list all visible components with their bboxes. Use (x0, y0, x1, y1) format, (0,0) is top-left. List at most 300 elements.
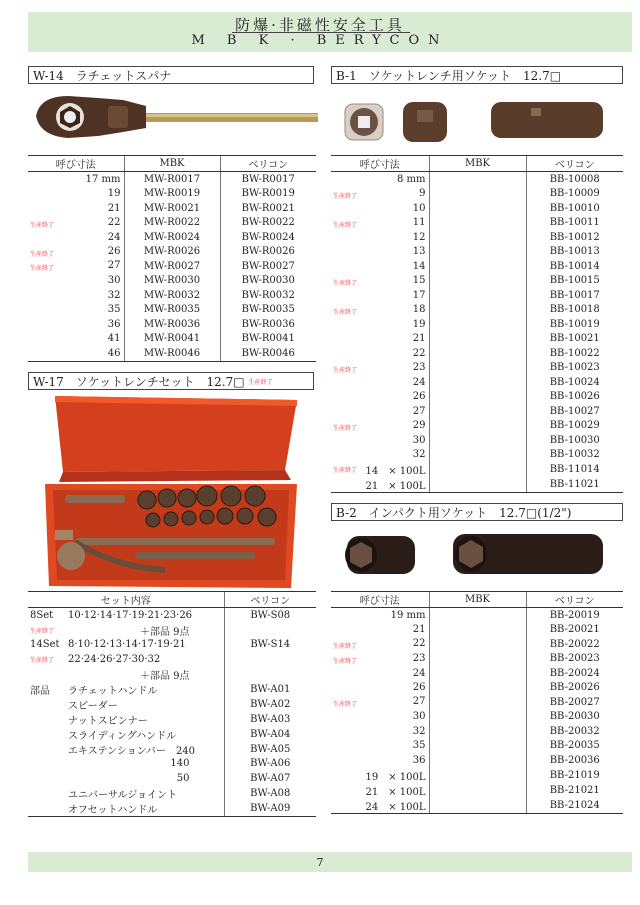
discontinued-note: 生産終了 (333, 221, 358, 229)
berycon-code (224, 623, 316, 638)
table-row (331, 288, 623, 303)
size-value: 27 (412, 696, 426, 708)
size-value: 22 (412, 347, 426, 359)
mbk-code (429, 230, 526, 245)
table-row (28, 667, 316, 682)
table-row (331, 172, 623, 187)
set-label-cell (28, 757, 68, 772)
w14-table (28, 155, 316, 362)
discontinued-note: 生産終了 (333, 279, 358, 287)
discontinued-note: 生産終了 (30, 265, 55, 273)
discontinued-note: 生産終了 (333, 308, 358, 316)
table-row (331, 462, 623, 477)
berycon-code: BB-10024 (526, 375, 623, 390)
size-cell (331, 317, 429, 332)
mbk-code (429, 739, 526, 754)
berycon-code: BB-10012 (526, 230, 623, 245)
table-row (331, 681, 623, 696)
size-cell (28, 230, 124, 245)
size-cell (331, 724, 429, 739)
size-cell (331, 666, 429, 681)
set-label-cell (28, 771, 68, 786)
berycon-code: BW-R0027 (220, 259, 316, 274)
table-row (28, 303, 316, 318)
berycon-code: BB-10009 (526, 187, 623, 202)
size-cell (331, 346, 429, 361)
set-label-cell (28, 667, 68, 682)
mbk-code (429, 346, 526, 361)
table-row (28, 742, 316, 757)
size-value: 29 (412, 419, 426, 431)
table-row (331, 361, 623, 376)
size-cell (331, 187, 429, 202)
table-row (331, 259, 623, 274)
berycon-code: BB-10011 (526, 216, 623, 231)
mbk-code (429, 361, 526, 376)
mbk-code (429, 724, 526, 739)
table-row (331, 230, 623, 245)
mbk-code (429, 477, 526, 493)
mbk-code (429, 274, 526, 289)
socket-photo (331, 88, 621, 150)
table-row (28, 608, 316, 623)
table-row (28, 216, 316, 231)
berycon-code: BB-10027 (526, 404, 623, 419)
size-cell (331, 768, 429, 783)
size-value: 23 (412, 652, 426, 664)
size-value: 18 (412, 303, 426, 315)
table-row (331, 448, 623, 463)
size-value: 24 (107, 231, 121, 243)
berycon-code: BW-R0041 (220, 332, 316, 347)
size-value: 21 (107, 202, 121, 214)
table-row (331, 710, 623, 725)
mbk-code: MW-R0027 (124, 259, 220, 274)
col-berycon: ベリコン (224, 592, 316, 608)
size-value: 41 (107, 333, 121, 345)
w17-title-text: W-17 ソケットレンチセット 12.7□ (33, 375, 245, 389)
mbk-code (429, 375, 526, 390)
mbk-code (429, 753, 526, 768)
berycon-code: BB-10030 (526, 433, 623, 448)
mbk-code (429, 259, 526, 274)
w17-table (28, 591, 316, 817)
mbk-code: MW-R0022 (124, 216, 220, 231)
size-cell (331, 361, 429, 376)
berycon-code: BW-A08 (224, 786, 316, 801)
size-value: 32 (107, 289, 121, 301)
table-row (331, 724, 623, 739)
table-row (331, 608, 623, 623)
size-cell (28, 245, 124, 260)
discontinued-note: 生産終了 (333, 192, 358, 200)
section-title-w17 (28, 372, 314, 390)
size-cell (331, 681, 429, 696)
berycon-code: BW-A02 (224, 697, 316, 712)
berycon-code: BB-11021 (526, 477, 623, 493)
table-row (331, 652, 623, 667)
set-label-cell (28, 801, 68, 817)
berycon-code: BB-20036 (526, 753, 623, 768)
berycon-code: BB-20019 (526, 608, 623, 623)
set-label-cell (28, 623, 68, 638)
set-content: スピーダー (68, 700, 118, 712)
size-value: 19 (412, 318, 426, 330)
table-row (28, 638, 316, 653)
discontinued-note: 生産終了 (30, 627, 55, 635)
set-label-cell (28, 608, 68, 623)
berycon-code: BW-R0036 (220, 317, 316, 332)
table-row (331, 739, 623, 754)
table-row (28, 727, 316, 742)
size-cell (331, 245, 429, 260)
berycon-code: BB-10023 (526, 361, 623, 376)
size-value: 36 (107, 318, 121, 330)
mbk-code: MW-R0036 (124, 317, 220, 332)
berycon-code: BB-21019 (526, 768, 623, 783)
size-value: 24 × 100L (365, 801, 426, 813)
mbk-code: MW-R0021 (124, 201, 220, 216)
set-content: 140 (170, 758, 190, 770)
mbk-code (429, 419, 526, 434)
berycon-code: BW-R0046 (220, 346, 316, 361)
size-cell (331, 477, 429, 493)
table-row (331, 783, 623, 798)
col-berycon: ベリコン (220, 156, 316, 172)
b2-table (331, 591, 623, 814)
berycon-code: BB-10026 (526, 390, 623, 405)
mbk-code (429, 390, 526, 405)
size-cell (331, 798, 429, 814)
mbk-code: MW-R0017 (124, 172, 220, 187)
table-row (331, 332, 623, 347)
berycon-code: BB-10014 (526, 259, 623, 274)
size-value: 21 (412, 624, 426, 636)
size-cell (28, 216, 124, 231)
mbk-code (429, 798, 526, 814)
table-row (28, 245, 316, 260)
mbk-code: MW-R0032 (124, 288, 220, 303)
table-row (28, 332, 316, 347)
impact-socket-photo (331, 524, 621, 586)
size-cell (331, 448, 429, 463)
table-row (331, 274, 623, 289)
size-value: 21 × 100L (365, 481, 426, 492)
set-label-cell (28, 697, 68, 712)
mbk-code (429, 201, 526, 216)
size-value: 17 (412, 289, 426, 301)
discontinued-note: 生産終了 (30, 250, 55, 258)
size-value: 14 (412, 260, 426, 272)
mbk-code (429, 695, 526, 710)
size-cell (331, 753, 429, 768)
table-row (28, 771, 316, 786)
berycon-code: BB-10015 (526, 274, 623, 289)
mbk-code: MW-R0035 (124, 303, 220, 318)
page-number: 7 (316, 856, 324, 869)
table-row (331, 798, 623, 814)
discontinued-note: 生産終了 (30, 656, 55, 664)
set-label-cell (28, 742, 68, 757)
size-value: 30 (107, 275, 121, 287)
berycon-code: BW-A09 (224, 801, 316, 817)
table-row (28, 786, 316, 801)
size-value: 22 (412, 638, 426, 650)
set-label-cell (28, 727, 68, 742)
size-value: 26 (412, 391, 426, 403)
size-value: 24 (412, 376, 426, 388)
berycon-code: BW-S14 (224, 638, 316, 653)
size-cell (331, 419, 429, 434)
size-cell (331, 303, 429, 318)
mbk-code (429, 652, 526, 667)
discontinued-note: 生産終了 (30, 221, 55, 229)
mbk-code (429, 783, 526, 798)
berycon-code: BB-11014 (526, 462, 623, 477)
table-row (28, 623, 316, 638)
size-cell (331, 259, 429, 274)
berycon-code: BW-A03 (224, 712, 316, 727)
berycon-code: BW-A05 (224, 742, 316, 757)
size-cell (331, 462, 429, 477)
berycon-code: BB-20022 (526, 637, 623, 652)
mbk-code (429, 187, 526, 202)
table-row (28, 712, 316, 727)
set-content: ユニバーサルジョイント (68, 789, 178, 801)
size-cell (331, 332, 429, 347)
berycon-code: BW-R0021 (220, 201, 316, 216)
table-row (331, 317, 623, 332)
mbk-code (429, 462, 526, 477)
size-cell (331, 783, 429, 798)
set-content: スライディングハンドル (68, 730, 177, 742)
table-row (28, 801, 316, 817)
table-row (28, 274, 316, 289)
mbk-code: MW-R0030 (124, 274, 220, 289)
berycon-code: BB-20035 (526, 739, 623, 754)
table-row (28, 346, 316, 361)
berycon-code: BW-R0022 (220, 216, 316, 231)
mbk-code (429, 666, 526, 681)
table-row (331, 303, 623, 318)
discontinued-note: 生産終了 (333, 424, 358, 432)
table-row (331, 433, 623, 448)
size-cell (331, 274, 429, 289)
size-cell (331, 216, 429, 231)
table-row (28, 697, 316, 712)
mbk-code: MW-R0019 (124, 187, 220, 202)
socket-set-photo (35, 392, 305, 592)
table-row (28, 317, 316, 332)
table-row (28, 187, 316, 202)
mbk-code (429, 623, 526, 638)
set-label-cell (28, 712, 68, 727)
section-title-w14: W-14 ラチェットスパナ (28, 66, 314, 84)
berycon-code: BW-A04 (224, 727, 316, 742)
berycon-code: BW-R0019 (220, 187, 316, 202)
berycon-code: BW-R0032 (220, 288, 316, 303)
mbk-code: MW-R0026 (124, 245, 220, 260)
size-value: 35 (107, 304, 121, 316)
col-mbk: MBK (429, 156, 526, 172)
berycon-code: BB-20027 (526, 695, 623, 710)
table-row (28, 288, 316, 303)
size-cell (331, 608, 429, 623)
size-value: 13 (412, 246, 426, 258)
set-content: エキステンションバー 240 (68, 745, 196, 757)
table-row (28, 652, 316, 667)
size-value: 21 × 100L (365, 786, 426, 798)
size-value: 26 (412, 682, 426, 694)
mbk-code (429, 303, 526, 318)
size-cell (331, 230, 429, 245)
size-value: 26 (107, 245, 121, 257)
size-cell (331, 172, 429, 187)
table-row (28, 172, 316, 187)
table-row (28, 201, 316, 216)
set-label: 部品 (30, 685, 50, 697)
size-cell (331, 695, 429, 710)
mbk-code (429, 317, 526, 332)
berycon-code: BW-S08 (224, 608, 316, 623)
berycon-code: BB-10022 (526, 346, 623, 361)
discontinued-note: 生産終了 (333, 643, 358, 651)
section-title-b1: B-1 ソケットレンチ用ソケット 12.7□ (331, 66, 623, 84)
set-content: 10·12·14·17·19·21·23·26 (68, 609, 193, 621)
set-label-cell (28, 652, 68, 667)
size-value: 30 (412, 711, 426, 723)
berycon-code: BB-10008 (526, 172, 623, 187)
berycon-code: BB-10013 (526, 245, 623, 260)
berycon-code: BB-10019 (526, 317, 623, 332)
size-cell (28, 172, 124, 187)
table-row (331, 768, 623, 783)
size-value: 46 (107, 347, 121, 359)
size-value: 8 mm (396, 173, 426, 185)
berycon-code: BB-10018 (526, 303, 623, 318)
ratchet-spanner-photo (28, 86, 318, 152)
size-cell (28, 259, 124, 274)
size-value: 10 (412, 202, 426, 214)
mbk-code (429, 681, 526, 696)
col-mbk: MBK (429, 592, 526, 608)
size-value: 12 (412, 231, 426, 243)
mbk-code (429, 448, 526, 463)
mbk-code (429, 608, 526, 623)
table-row (28, 230, 316, 245)
set-content: ナットスピンナー (68, 715, 148, 727)
size-value: 32 (412, 449, 426, 461)
page-subtitle: M B K · BERYCON (191, 33, 449, 48)
size-value: 30 (412, 434, 426, 446)
table-row (331, 695, 623, 710)
mbk-code (429, 172, 526, 187)
table-row (331, 637, 623, 652)
size-value: 15 (412, 274, 426, 286)
set-content: ＋部品 9点 (139, 626, 190, 638)
berycon-code: BB-20021 (526, 623, 623, 638)
berycon-code: BB-20032 (526, 724, 623, 739)
size-value: 32 (412, 725, 426, 737)
berycon-code: BB-10017 (526, 288, 623, 303)
set-content: 22·24·26·27·30·32 (68, 653, 161, 665)
size-value: 22 (107, 216, 121, 228)
size-cell (28, 187, 124, 202)
mbk-code (429, 332, 526, 347)
size-cell (28, 201, 124, 216)
col-berycon: ベリコン (526, 592, 623, 608)
berycon-code (224, 667, 316, 682)
size-cell (28, 274, 124, 289)
size-value: 19 mm (390, 609, 426, 621)
table-row (331, 375, 623, 390)
size-value: 9 (419, 187, 426, 199)
set-content: オフセットハンドル (68, 801, 224, 817)
mbk-code (429, 245, 526, 260)
col-size: 呼び寸法 (331, 592, 429, 608)
size-cell (331, 404, 429, 419)
table-row (331, 187, 623, 202)
berycon-code: BB-20023 (526, 652, 623, 667)
size-cell (28, 288, 124, 303)
berycon-code: BB-10029 (526, 419, 623, 434)
mbk-code (429, 288, 526, 303)
size-cell (331, 288, 429, 303)
table-row (28, 259, 316, 274)
col-size: 呼び寸法 (28, 156, 124, 172)
table-row (331, 346, 623, 361)
berycon-code: BW-R0035 (220, 303, 316, 318)
table-row (331, 390, 623, 405)
size-value: 19 (107, 188, 121, 200)
berycon-code: BB-20030 (526, 710, 623, 725)
b1-table (331, 155, 623, 493)
size-cell (28, 332, 124, 347)
table-row (28, 757, 316, 772)
mbk-code: MW-R0024 (124, 230, 220, 245)
size-value: 27 (107, 260, 121, 272)
size-cell (331, 390, 429, 405)
mbk-code (429, 710, 526, 725)
size-cell (331, 710, 429, 725)
size-cell (331, 739, 429, 754)
berycon-code: BB-20026 (526, 681, 623, 696)
set-label-cell (28, 786, 68, 801)
berycon-code: BW-A07 (224, 771, 316, 786)
berycon-code: BB-10021 (526, 332, 623, 347)
berycon-code: BW-A01 (224, 682, 316, 697)
set-label-cell (28, 682, 68, 697)
berycon-code: BB-10010 (526, 201, 623, 216)
discontinued-note: 生産終了 (333, 657, 358, 665)
size-cell (331, 637, 429, 652)
size-value: 23 (412, 361, 426, 373)
mbk-code (429, 404, 526, 419)
table-row (331, 623, 623, 638)
size-value: 27 (412, 405, 426, 417)
table-row (331, 419, 623, 434)
size-cell (331, 433, 429, 448)
berycon-code: BW-R0024 (220, 230, 316, 245)
table-row (331, 404, 623, 419)
size-cell (28, 317, 124, 332)
section-title-b2: B-2 インパクト用ソケット 12.7□(1/2") (331, 503, 623, 521)
set-label: 8Set (30, 609, 54, 621)
berycon-code (224, 652, 316, 667)
size-value: 24 (412, 667, 426, 679)
page-title: 防爆·非磁性安全工具 (235, 16, 405, 34)
berycon-code: BB-21024 (526, 798, 623, 814)
